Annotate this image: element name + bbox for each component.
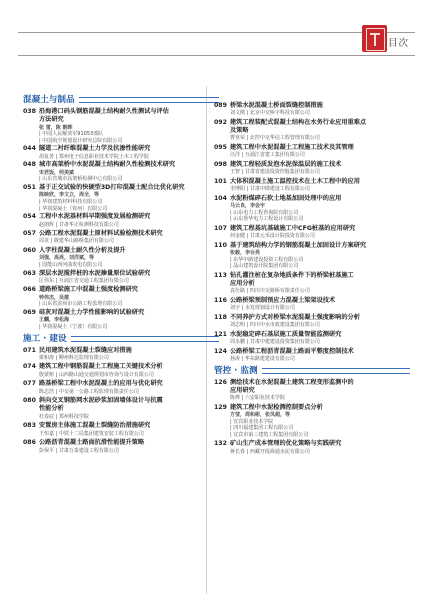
entry-affiliation: | 山东电力工程咨询院有限公司 xyxy=(230,209,299,216)
entry-author: 王麟，李松海 xyxy=(39,317,70,324)
toc-entry[interactable] xyxy=(214,272,410,295)
toc-entry[interactable] xyxy=(23,184,219,212)
entry-author: 栗和涛 | 柳州科达监理有限公司 xyxy=(39,354,109,361)
entry-title: 性能分析 xyxy=(39,405,64,413)
page-number: 044 xyxy=(23,145,36,153)
toc-entry[interactable] xyxy=(214,144,410,159)
entry-author: 刘宇 | 水发规划设计有限公司 xyxy=(230,305,295,312)
page-title: 目次 xyxy=(387,38,409,49)
toc-entry[interactable] xyxy=(23,213,219,228)
page-number: 080 xyxy=(23,397,36,405)
entry-affiliation: | 华润混凝土（钦州）有限公司 xyxy=(39,205,108,212)
page-number: 121 xyxy=(214,330,227,338)
entry-author: 方莹，周和彬，张凤超，等 xyxy=(230,412,291,419)
entry-author: 胡复善 | 郑州电子信息职业技术学院土木工程学院 xyxy=(39,153,149,160)
toc-entry[interactable] xyxy=(23,380,219,395)
entry-title: 建筑工程轻质发泡水泥保温层的施工技术 xyxy=(230,160,342,168)
toc-entry[interactable] xyxy=(23,422,219,437)
entry-title: 城市高架桥中水泥混凝土结构耐久性检测技术研究 xyxy=(39,161,176,169)
entry-title: 测绘技术在水泥混凝土建筑工程变形监测中的 xyxy=(230,378,354,386)
page-number: 054 xyxy=(23,213,36,221)
toc-entry[interactable] xyxy=(214,178,410,193)
entry-title: 应用研究 xyxy=(230,386,255,394)
page-number: 132 xyxy=(214,440,227,448)
entry-author: 张 雷，陈 朝晖 xyxy=(39,124,73,131)
entry-affiliation: | 晶山建筑设计院集团有限公司 xyxy=(230,263,299,270)
page-header xyxy=(18,32,415,56)
toc-entry[interactable] xyxy=(23,397,219,420)
section-header-construction xyxy=(23,333,219,345)
page-number: 118 xyxy=(214,313,227,321)
entry-title: 应用分析 xyxy=(230,280,255,288)
logo-icon xyxy=(362,25,387,52)
page-number: 092 xyxy=(214,118,227,126)
toc-entry[interactable] xyxy=(214,379,410,402)
page-number: 060 xyxy=(23,246,36,254)
entry-author: 马云良，李会宇 xyxy=(230,203,266,210)
entry-title: 钻孔灌注桩在复杂地质条件下的桥梁桩基施工 xyxy=(230,271,354,279)
entry-affiliation: | 中国航空规划设计研究总院有限公司 xyxy=(39,137,123,144)
page-number: 071 xyxy=(23,346,36,354)
entry-title: 沿海港口码头钢筋混凝土结构耐久性测试与评估 xyxy=(39,108,169,115)
toc-entry[interactable] xyxy=(23,309,219,330)
entry-affiliation: | 宜宾职业技术学院 xyxy=(230,418,274,425)
entry-affiliation: | 东华中路建设投资工程有限公司 xyxy=(230,256,304,263)
entry-author: 李博阳 | 甘肃中勘建设工程有限公司 xyxy=(230,186,310,193)
page-number: 110 xyxy=(214,241,227,249)
entry-title: 水泥粉煤碎石软土地基加固处理中的应用 xyxy=(230,194,342,202)
entry-title: 矿山生产成本管理的优化策略与实践研究 xyxy=(230,440,342,448)
entry-author: 汪洋 | 互浦江省建工集团有限公司 xyxy=(230,152,305,159)
entry-author: 何金健 | 甘肃元禾设计院投资有限公司 xyxy=(230,233,315,240)
entry-affiliation: | 山东鲁华电力工程设计有限公司 xyxy=(230,216,304,223)
entry-author: 王智 | 甘肃省建设投资控股集团有限公司 xyxy=(230,169,320,176)
entry-title: 建筑工程装配式混凝土结构在水务行业应用重难点 xyxy=(230,118,367,126)
entry-affiliation: | 华润混凝土（宁波）有限公司 xyxy=(39,323,108,330)
entry-author: 宋君饭，何美斌 xyxy=(39,169,75,176)
entry-affiliation: | 山东省滨州市公路工程监理有限公司 xyxy=(39,301,123,308)
entry-title: 深层水泥搅拌桩的水泥掺量原位试验研究 xyxy=(39,269,151,277)
entry-title: 工程中水泥基材料早期强度发展检测研究 xyxy=(39,213,151,221)
section-header-concrete xyxy=(23,94,219,106)
toc-entry[interactable] xyxy=(23,247,219,268)
toc-entry[interactable] xyxy=(214,348,410,363)
entry-title: 大体积混凝土施工温控技术在土木工程中的应用 xyxy=(230,177,360,185)
page-number: 086 xyxy=(23,439,36,447)
section-title: 施工 · 建设 xyxy=(23,333,67,344)
entry-title: 基于建筑结构力学的钢筋混凝土加固设计方案研究 xyxy=(230,241,367,249)
entry-title: 建筑工程中钢筋混凝土工程施工关键技术分析 xyxy=(39,363,163,371)
entry-title: 民用建筑水泥混凝土裂缝应对措施 xyxy=(39,346,132,354)
toc-entry[interactable] xyxy=(214,119,410,142)
toc-entry[interactable] xyxy=(214,314,410,329)
entry-title: 不同养护方式对桥梁水泥混凝土强度影响的分析 xyxy=(230,313,360,321)
entry-author: 王恒嘉 | 中铁十二局集团建筑安装工程有限公司 xyxy=(39,430,144,437)
toc-entry[interactable] xyxy=(23,439,219,454)
entry-title: 基于正交试验的快硬型3D打印混凝土配合比优化研究 xyxy=(39,184,185,192)
page-number: 124 xyxy=(214,347,227,355)
entry-affiliation: | 华润建筑材料科技有限公司 xyxy=(39,198,103,205)
page-number: 095 xyxy=(214,144,227,152)
page-number: 101 xyxy=(214,177,227,185)
page-number: 098 xyxy=(214,160,227,168)
toc-entry[interactable] xyxy=(23,286,219,307)
entry-author: 赵朗辉 | 甘肃华正检测科技有限公司 xyxy=(39,221,119,228)
entry-affiliation: | 宜宾市第三建筑工程集团有限公司 xyxy=(230,431,309,438)
entry-author: 周永鹏 | 甘肃中建建设投资集团有限公司 xyxy=(230,339,320,346)
toc-entry[interactable] xyxy=(23,230,219,245)
toc-entry[interactable] xyxy=(23,363,219,378)
entry-title: 安置房主体施工混凝土裂缝防治措施研究 xyxy=(39,422,151,430)
entry-title: 建筑工程中水泥检测控制要点分析 xyxy=(230,403,323,411)
page-number: 116 xyxy=(214,296,227,304)
entry-title: 建筑工程中水泥混凝土工程施工技术及其管理 xyxy=(230,144,354,152)
entry-author: 杜春辰 | 郑州科技学院 xyxy=(39,413,89,420)
entry-title: 建筑工程基坑基础施工中CFG桩基的应用研究 xyxy=(230,224,356,232)
toc-entry[interactable] xyxy=(23,145,219,160)
toc-entry[interactable] xyxy=(214,225,410,240)
page-number: 077 xyxy=(23,380,36,388)
toc-entry[interactable] xyxy=(214,242,410,270)
entry-title: 硅灰对混凝土力学性能影响的试验研究 xyxy=(39,309,145,317)
entry-author: 蒋长春 | 西藏开投海通水泥有限公司 xyxy=(230,448,310,455)
toc-entry[interactable] xyxy=(23,270,219,285)
toc-entry[interactable] xyxy=(214,331,410,346)
entry-title: 公路桥梁预制预应力混凝土梁架设技术 xyxy=(230,296,336,304)
page-number: 066 xyxy=(23,286,36,294)
entry-author: 彭保平 | 甘肃万泰建设工程有限公司 xyxy=(39,447,119,454)
entry-author: 陈志浩 | 中交第一公路工程监理有限责任公司 xyxy=(39,388,139,395)
entry-title: 公路桥梁工程沥青混凝土路面平整度控制技术 xyxy=(230,347,354,355)
entry-affiliation: | 国能山西河曲发电有限公司 xyxy=(39,261,103,268)
section-header-monitoring xyxy=(214,365,410,377)
entry-title: 水泥稳定碎石基层施工质量智能监测研究 xyxy=(230,330,342,338)
entry-affiliation: | 中国人民解放军91053部队 xyxy=(39,131,104,138)
entry-title: 人字柱混凝土耐久性分析及提升 xyxy=(39,246,126,254)
toc-right-column xyxy=(214,102,410,456)
page-number: 069 xyxy=(23,309,36,317)
entry-author: 周龙 | 陇建华山路桥集团有限公司 xyxy=(39,238,114,245)
toc-entry[interactable] xyxy=(23,347,219,362)
entry-title: 公路沥青混凝土路面抗滑性能提升策略 xyxy=(39,439,145,447)
toc-entry[interactable] xyxy=(214,297,410,312)
section-title: 混凝土与制品 xyxy=(23,95,75,105)
toc-entry[interactable] xyxy=(214,161,410,176)
page-number: 048 xyxy=(23,161,36,169)
entry-title: 及策略 xyxy=(230,127,249,135)
entry-author: 张毅，李台亮 xyxy=(230,250,261,257)
page-number: 038 xyxy=(23,108,36,115)
page-number: 107 xyxy=(214,224,227,232)
entry-author: 匡伟东 | 互浦江省交通工程集团有限公司 xyxy=(39,277,129,284)
toc-entry[interactable] xyxy=(23,108,219,144)
page-number: 074 xyxy=(23,363,36,371)
toc-entry[interactable] xyxy=(214,195,410,223)
toc-entry[interactable] xyxy=(214,102,410,117)
entry-title: 隧道二衬纤维混凝土力学及抗渗性能研究 xyxy=(39,145,151,153)
entry-author: 刘志明 | 四川中水市政建设集团有限公司 xyxy=(230,322,320,329)
entry-title: 道路桥梁施工中混凝土强度检测研究 xyxy=(39,286,138,294)
entry-author: 刘强，高亮，刘洋斌，等 xyxy=(39,255,95,262)
page-number: 089 xyxy=(214,102,227,109)
page-number: 113 xyxy=(214,271,227,279)
entry-title: 桥梁水泥混凝土桥面裂缝控制措施 xyxy=(230,102,323,109)
entry-affiliation: | 四川福建集团工程有限公司 xyxy=(230,425,294,432)
entry-author: 陈烨 | 六安职业技术学院 xyxy=(230,395,285,402)
page-number: 083 xyxy=(23,422,36,430)
page-number: 057 xyxy=(23,230,36,238)
entry-author: 曹亚荣 | 北控中交华信工程管理有限公司 xyxy=(230,135,320,142)
entry-affiliation: | 山东省城市高架桥检测中心有限公司 xyxy=(39,176,123,183)
entry-author: 殷蒙树 | 山西路山通交通规划市咨询与设计有限公司 xyxy=(39,371,154,378)
page-number: 129 xyxy=(214,403,227,411)
entry-title: 方法研究 xyxy=(39,116,64,124)
entry-title: 斜向交叉钢筋网水泥砂浆加固墙体设计与抗震 xyxy=(39,397,163,405)
page-number: 051 xyxy=(23,184,36,192)
toc-left-column xyxy=(23,92,219,455)
entry-title: 路基桥梁工程中水泥混凝土的应用与优化研究 xyxy=(39,380,163,388)
entry-author: 刘文刚 | 北京中交桥宇科技有限公司 xyxy=(230,110,310,117)
page-number: 104 xyxy=(214,194,227,202)
entry-title: 公路工程水泥混凝土原材料试验检测技术研究 xyxy=(39,230,163,238)
entry-author: 孙涛 | 华东路建建设有限公司 xyxy=(230,355,295,362)
section-title: 管控 · 监测 xyxy=(214,365,258,376)
toc-entry[interactable] xyxy=(214,440,410,455)
entry-author: 陈映欣，李文立，周全，等 xyxy=(39,192,100,199)
toc-entry[interactable] xyxy=(23,161,219,182)
entry-author: 袁仕路 | 四川川交路桥有限责任公司 xyxy=(230,288,310,295)
entry-author: 钟伟杰，吴建 xyxy=(39,294,70,301)
toc-entry[interactable] xyxy=(214,404,410,439)
page-number: 063 xyxy=(23,269,36,277)
page-number: 126 xyxy=(214,378,227,386)
